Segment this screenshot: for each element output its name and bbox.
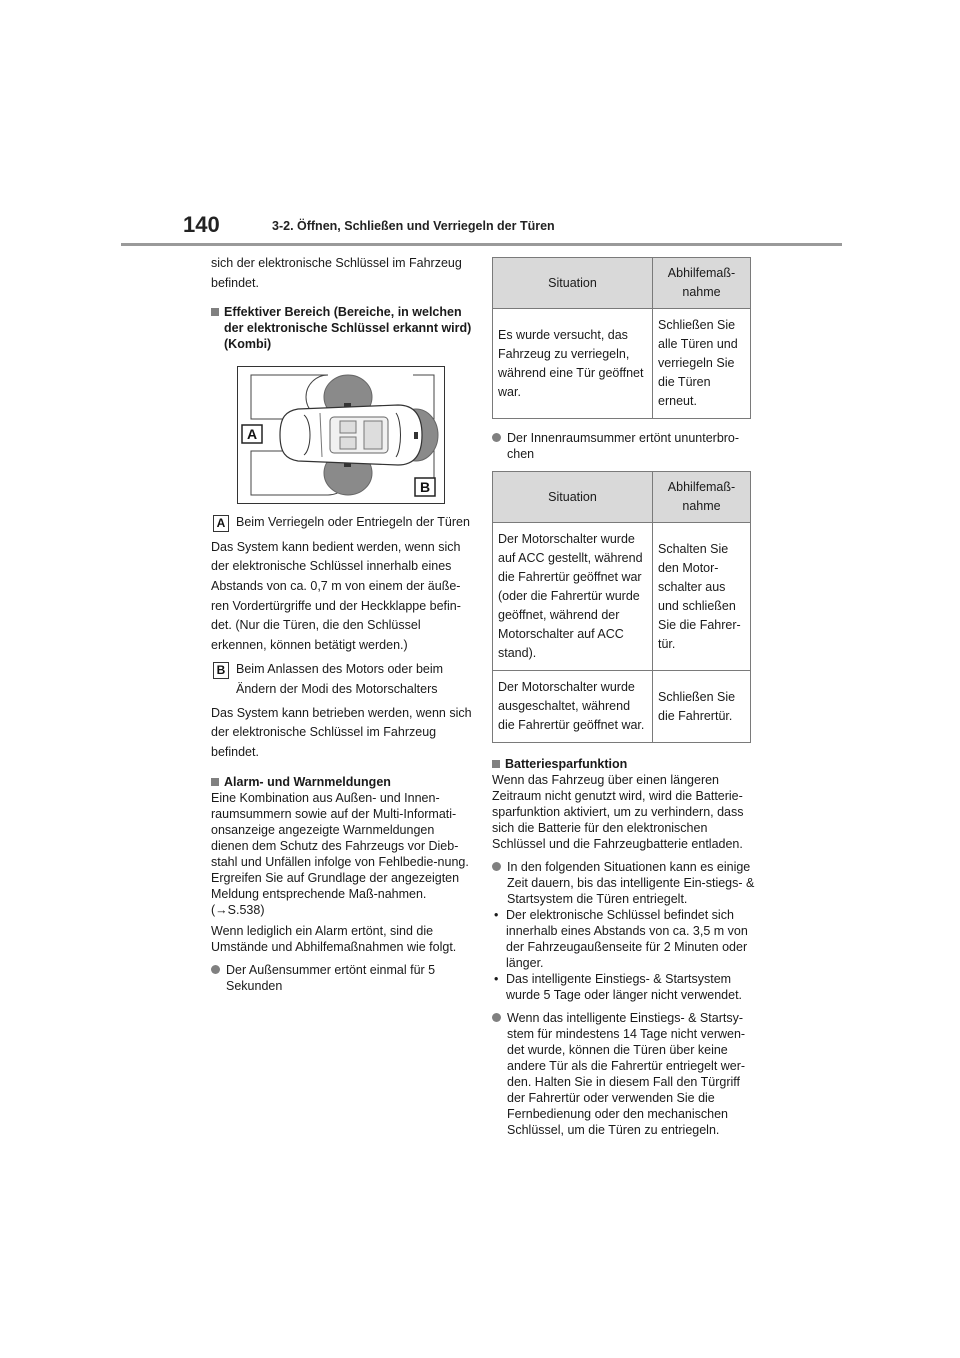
battery-section-title: Batteriesparfunktion (492, 756, 758, 772)
car-outline (280, 403, 422, 467)
table-header-situation: Situation (493, 472, 653, 523)
inner-buzzer-table (492, 471, 751, 743)
item-a-text: Beim Verriegeln oder Entriegeln der Türen (236, 515, 470, 530)
range-section-title: Effektiver Bereich (Bereiche, in welchen der elektronische Schlüssel erkannt wird) (Kombi) (211, 304, 473, 352)
table-cell-situation: Es wurde versucht, das Fahrzeug zu verriegeln, während eine Tür geöffnet war. (493, 309, 653, 419)
detection-range-figure (237, 366, 445, 504)
item-a-label: A (213, 515, 229, 532)
item-b-description: Das System kann betrieben werden, wenn sich der elektronische Schlüssel im Fahrzeug befindet. (211, 705, 472, 759)
table-cell-remedy: Schließen Sie alle Türen und verriegeln Sie die Türen erneut. (653, 309, 751, 419)
car-range-diagram (238, 367, 444, 503)
right-column (492, 257, 758, 1138)
table-cell-situation: Der Motorschalter wurde ausgeschaltet, während die Fahrertür geöffnet war. (493, 671, 653, 743)
table-cell-remedy: Schließen Sie die Fahrertür. (653, 671, 751, 743)
table-cell-remedy: Schalten Sie den Motor-schalter aus und schließen Sie die Fahrer-tür. (653, 523, 751, 671)
section-square-icon (211, 308, 219, 316)
page-number: 140 (183, 212, 220, 237)
bullet-dot-icon (492, 433, 501, 442)
bullet-dot-icon (211, 965, 220, 974)
table-header-row (493, 258, 751, 309)
item-a (211, 513, 473, 533)
table-row (493, 309, 751, 419)
section-square-icon (211, 778, 219, 786)
table-row (493, 523, 751, 671)
outer-buzzer-bullet: Der Außensummer ertönt einmal für 5 Sekunden (211, 962, 473, 994)
fourteen-days-bullet: Wenn das intelligente Einstiegs- & Startsy-stem für mindestens 14 Tage nicht verwen-det wurde, können die Türen über keine andere Tür als die Fahrertür entriegelt wer-den. Halten Sie in diesem Fall den Türgriff der Fahrertür oder verwenden Sie die Fernbedienung oder den mechanischen Schlüssel, um die Türen zu entriegeln. (492, 1010, 758, 1138)
alarm-text: Eine Kombination aus Außen- und Innen-raumsummern sowie auf der Multi-Informati-onsanzeige angezeigte Warnmeldungen dienen dem Schutz des Fahrzeugs vor Dieb-stahl und Unfällen infolge von Fehlbedie-nung. Ergreifen Sie auf Grundlage der angezeigten Meldung entsprechende Maß-nahmen. (→S.538) (211, 791, 469, 918)
table-header-remedy: Abhilfemaß-nahme (653, 258, 751, 309)
outer-buzzer-table (492, 257, 751, 419)
figure-label-a: A (246, 426, 258, 443)
bullet-dot-icon (492, 1013, 501, 1022)
battery-text: Wenn das Fahrzeug über einen längeren Zeitraum nicht genutzt wird, wird die Batterie-sparfunktion aktiviert, um zu verhindern, dass sich die Batterie für den elektronischen Schlüssel und die Fahrzeugbatterie entladen. (492, 773, 744, 851)
alarm-text-2: Wenn lediglich ein Alarm ertönt, sind die Umstände und Abhilfemaßnahmen wie folgt. (211, 924, 457, 955)
item-b (211, 660, 473, 699)
table-cell-situation: Der Motorschalter wurde auf ACC gestellt, während die Fahrertür geöffnet war (oder die Fahrertür wurde geöffnet, während der Motorschalter auf ACC stand). (493, 523, 653, 671)
bullet-dot-icon (492, 862, 501, 871)
inner-buzzer-bullet: Der Innenraumsummer ertönt ununterbro-chen (492, 430, 758, 462)
table-row (493, 671, 751, 743)
figure-label-b: B (419, 479, 431, 496)
sub-item-1: • Der elektronische Schlüssel befindet sich innerhalb eines Abstands von ca. 3,5 m von der Fahrzeugaußenseite für 2 Minuten oder länger. (494, 908, 748, 970)
chapter-title: 3-2. Öffnen, Schließen und Verriegeln der Türen (272, 219, 555, 233)
item-a-description: Das System kann bedient werden, wenn sich der elektronische Schlüssel innerhalb eines Abstands von ca. 0,7 m von einem der äuße-ren Vordertürgriffe und der Heckklappe befin-det. (Nur die Türen, die den Schlüssel erkennen, können betätigt werden.) (211, 539, 461, 652)
wait-bullet: In den folgenden Situationen kann es einige Zeit dauern, bis das intelligente Ein-stiegs- & Startsystem die Türen entriegelt. (492, 859, 758, 907)
table-header-remedy: Abhilfemaß-nahme (653, 472, 751, 523)
item-b-text: Beim Anlassen des Motors oder beim Ändern der Modi des Motorschalters (236, 662, 444, 696)
section-square-icon (492, 760, 500, 768)
item-b-label: B (213, 662, 229, 679)
table-header-row (493, 472, 751, 523)
alarm-section-title: Alarm- und Warnmeldungen (211, 774, 473, 790)
left-column (211, 254, 473, 994)
table-header-situation: Situation (493, 258, 653, 309)
sub-item-2: • Das intelligente Einstiegs- & Startsystem wurde 5 Tage oder länger nicht verwendet. (494, 972, 743, 1002)
intro-text: sich der elektronische Schlüssel im Fahrzeug befindet. (211, 256, 462, 290)
header-rule (121, 243, 842, 246)
